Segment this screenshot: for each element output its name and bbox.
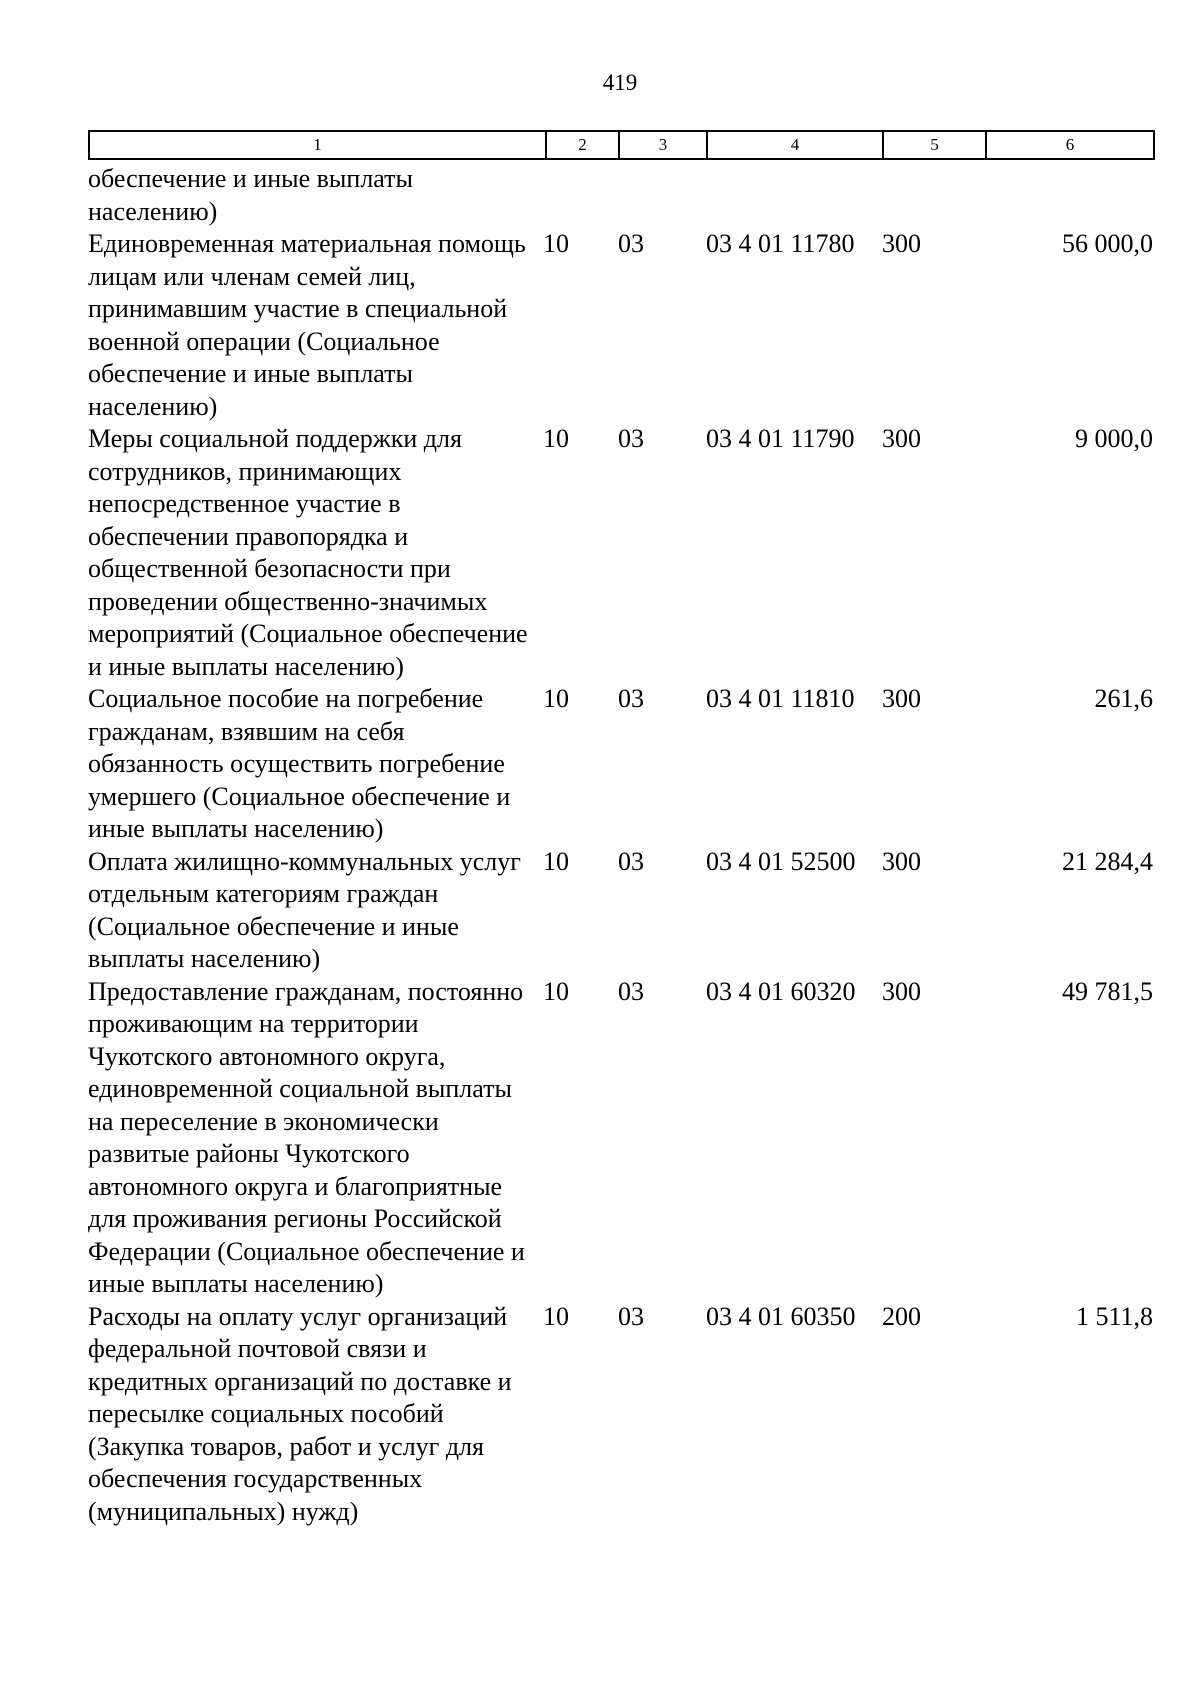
row-amount: 1 511,8 bbox=[1075, 1301, 1153, 1331]
row-expense-type: 300 bbox=[882, 846, 921, 876]
row-target-code: 03 4 01 11810 bbox=[706, 684, 855, 713]
row-name: Оплата жилищно-коммунальных услуг отдельным категориям граждан (Социальное обеспечение и иные выплаты населению) bbox=[88, 846, 521, 973]
row-target-code: 03 4 01 52500 bbox=[706, 846, 856, 876]
row-section: 10 bbox=[543, 846, 569, 876]
row-section: 10 bbox=[543, 1301, 569, 1331]
row-target-code: 03 4 01 60350 bbox=[706, 1301, 856, 1331]
column-header-4: 4 bbox=[707, 131, 883, 159]
table-row bbox=[88, 683, 1153, 846]
row-expense-type: 300 bbox=[882, 424, 921, 453]
table-row bbox=[88, 976, 1153, 1301]
row-name: Единовременная материальная помощь лицам или членам семей лиц, принимавшим участие в специальной военной операции (Социальное обеспечение и иные выплаты населению) bbox=[88, 229, 526, 421]
row-expense-type: 300 bbox=[882, 229, 921, 258]
row-amount: 56 000,0 bbox=[1062, 229, 1153, 258]
row-expense-type: 300 bbox=[882, 684, 921, 713]
row-expense-type: 200 bbox=[882, 1301, 921, 1331]
page-number: 419 bbox=[602, 70, 638, 95]
column-header-3: 3 bbox=[619, 131, 707, 159]
row-name: Меры социальной поддержки для сотрудников, принимающих непосредственное участие в обеспечении правопорядка и общественной безопасности при проведении общественно-значимых мероприятий (Социальное обеспечение и иные выплаты населению) bbox=[88, 424, 528, 681]
table-row bbox=[88, 846, 1153, 976]
row-section bbox=[543, 163, 618, 228]
table-row bbox=[88, 228, 1153, 423]
row-target-code bbox=[706, 163, 882, 228]
row-amount: 261,6 bbox=[1094, 684, 1153, 713]
row-expense-type bbox=[882, 163, 962, 228]
row-subsection: 03 bbox=[618, 424, 644, 453]
column-header-row bbox=[89, 131, 1154, 159]
row-subsection bbox=[618, 163, 706, 228]
row-name: Социальное пособие на погребение гражданам, взявшим на себя обязанность осуществить погребение умершего (Социальное обеспечение и иные выплаты населению) bbox=[88, 684, 511, 843]
column-header-2: 2 bbox=[546, 131, 619, 159]
row-amount: 21 284,4 bbox=[1062, 846, 1153, 876]
row-section: 10 bbox=[543, 976, 569, 1006]
row-subsection: 03 bbox=[618, 229, 644, 258]
row-target-code: 03 4 01 60320 bbox=[706, 976, 856, 1006]
row-section: 10 bbox=[543, 229, 569, 258]
column-header-1: 1 bbox=[89, 131, 546, 159]
row-subsection: 03 bbox=[618, 1301, 644, 1331]
table-row bbox=[88, 163, 1153, 228]
row-subsection: 03 bbox=[618, 976, 644, 1006]
row-section: 10 bbox=[543, 684, 569, 713]
row-name: Предоставление гражданам, постоянно проживающим на территории Чукотского автономного округа, единовременной социальной выплаты на переселение в экономически развитые районы Чукотского автономного округа и благоприятные для проживания регионы Российской Федерации (Социальное обеспечение и иные выплаты населению) bbox=[88, 976, 525, 1298]
row-name: Расходы на оплату услуг организаций федеральной почтовой связи и кредитных организаций по доставке и пересылке социальных пособий (Закупка товаров, работ и услуг для обеспечения государственных (муниципальных) нужд) bbox=[88, 1301, 512, 1526]
row-target-code: 03 4 01 11790 bbox=[706, 424, 855, 453]
column-header-6: 6 bbox=[986, 131, 1154, 159]
table-row bbox=[88, 423, 1153, 683]
row-subsection: 03 bbox=[618, 684, 644, 713]
row-name: обеспечение и иные выплаты населению) bbox=[88, 164, 413, 226]
row-amount bbox=[962, 163, 1153, 228]
row-amount: 49 781,5 bbox=[1062, 976, 1153, 1006]
row-section: 10 bbox=[543, 424, 569, 453]
table-row bbox=[88, 1301, 1153, 1529]
column-header-5: 5 bbox=[883, 131, 986, 159]
row-amount: 9 000,0 bbox=[1075, 424, 1153, 453]
row-target-code: 03 4 01 11780 bbox=[706, 229, 855, 258]
column-header-table bbox=[88, 130, 1155, 160]
budget-rows bbox=[88, 163, 1153, 1528]
row-expense-type: 300 bbox=[882, 976, 921, 1006]
row-subsection: 03 bbox=[618, 846, 644, 876]
